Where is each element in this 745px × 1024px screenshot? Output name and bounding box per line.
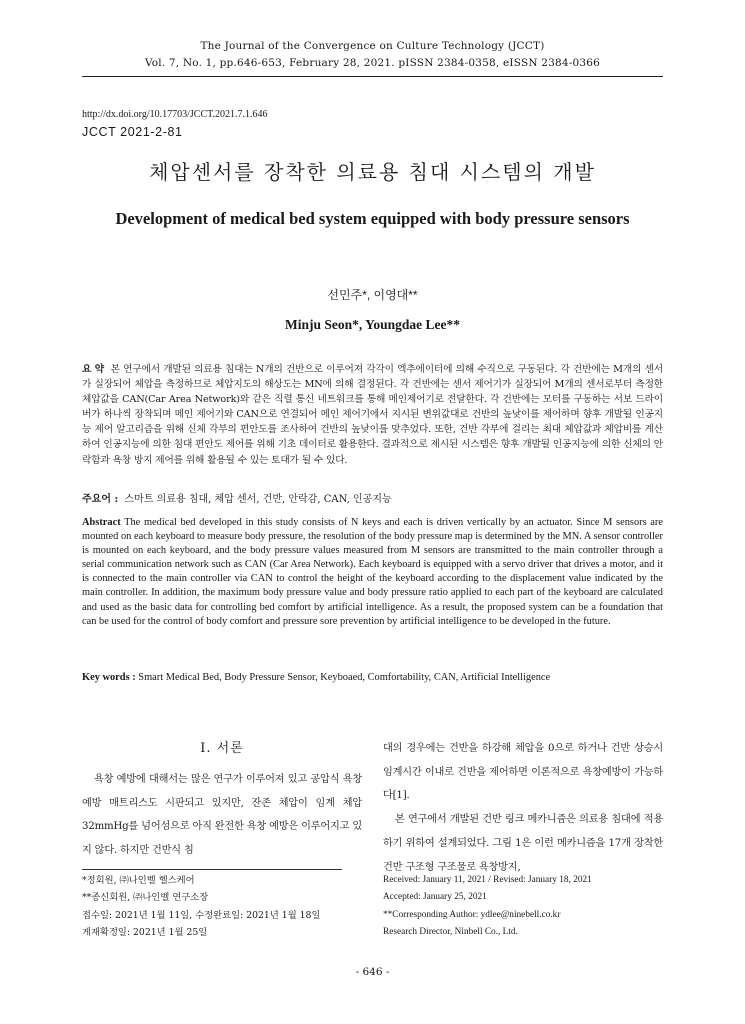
abstract-english-label: Abstract	[82, 517, 121, 528]
keywords-english-text: Smart Medical Bed, Body Pressure Sensor, Keyboaed, Comfortability, CAN, Artificial Intelligence	[138, 672, 551, 683]
doi-link[interactable]: http://dx.doi.org/10.17703/JCCT.2021.7.1.646	[82, 109, 268, 120]
abstract-english-text: The medical bed developed in this study consists of N keys and each is driven vertically by an actuator. Since M sensors are mounted on each keyboard to measure body pressure, the resolution of the body pressure map is determined by the MN. A sensor controller is mounted on each keyboard, and the body pressure values measured from M sensors are transmitted to the main controller through a serial communication network such as CAN (Car Area Network). Each keyboard is equipped with a servo driver that drives a motor, and it is connected to the main controller via CAN to control the height of the keyboard according to the displacement value indicated by the main controller. In addition, the maximum body pressure value and body pressure ratio applied to each part of the keyboard are calculated and used as the basic data for controlling bed comfort by artificial intelligence. As a result, the proposed system can be a foundation that can be used for the control of body comfort and pressure sore prevention by artificial intelligence to be developed in the future.	[82, 517, 663, 627]
abstract-korean-label: 요 약	[82, 364, 104, 375]
abstract-korean-text: 본 연구에서 개발된 의료용 침대는 N개의 건반으로 이루어져 각각이 엑추에이터에 의해 수직으로 구동된다. 각 건반에는 M개의 센서가 실장되어 체압을 측정하므로 체압지도의 해상도는 MN에 의해 결정된다. 각 건반에는 센서 제어기가 실장되어 M개의 센서로부터 측정한 체압값을 CAN(Car Area Network)와 같은 직렬 통신 네트워크를 통해 메인제어기로 전달한다. 각 건반에는 모터를 구동하는 서보 드라이버가 하나씩 장착되며 메인 제어기와 CAN으로 연결되어 메인 제어기에서 지시된 변위값대로 건반의 높낮이를 제어하며 향후 개발될 인공지능 제어 알고리즘을 위해 신체 각부의 편안도를 조사하여 건반의 높낮이를 맞추었다. 또한, 건반 각부에 걸리는 최대 체압값과 체압비를 계산하여 인공지능에 의한 침대 편안도 제어를 위해 기초 데이터로 활용한다. 결과적으로 제시된 시스템은 향후 개발될 인공지능에 의한 신체의 안락함과 욕창 방지 제어를 위해 활용될 수 있는 토대가 될 수 있다.	[82, 364, 664, 466]
footnote-rule	[82, 869, 342, 870]
keywords-english	[82, 672, 663, 683]
footnotes-right	[383, 872, 673, 941]
abstract-korean	[82, 362, 663, 468]
footnote-accepted-en: Accepted: January 25, 2021	[383, 892, 487, 903]
keywords-english-label: Key words :	[82, 672, 136, 683]
keywords-korean-label: 주요어 :	[82, 494, 119, 505]
authors-english: Minju Seon*, Youngdae Lee**	[284, 317, 461, 332]
authors-korean: 선민주*, 이영대**	[327, 288, 418, 302]
footnote-author-affiliation: Research Director, Ninbell Co., Ltd.	[383, 926, 518, 937]
intro-paragraph-1: 욕창 예방에 대해서는 많은 연구가 이루어져 있고 공압식 욕창 예방 매트리스도 시판되고 있지만, 잔존 체압이 임계 체압 32mmHg를 넘어섬으로 아직 완전한 욕창 예방은 이루어지고 있지 않다. 하지만 건반식 침	[82, 774, 362, 857]
intro-paragraph-2: 본 연구에서 개발된 건반 링크 메카니즘은 의료용 침대에 적용하기 위하여 설계되었다. 그림 1은 이런 메카니즘을 17개 장착한 건반 구조형 구조물로 욕창방지,	[383, 814, 663, 873]
header-rule	[82, 76, 663, 77]
footnote-corresponding-author: **Corresponding Author: ydlee@ninebell.co.kr	[383, 909, 561, 920]
keywords-korean-text: 스마트 의료용 침대, 체압 센서, 건반, 안락감, CAN, 인공지능	[124, 494, 392, 505]
footnote-received-en: Received: January 11, 2021 / Revised: January 18, 2021	[383, 875, 592, 885]
body-column-right	[383, 737, 663, 879]
abstract-english	[82, 516, 663, 629]
keywords-korean	[82, 490, 663, 505]
title-english: Development of medical bed system equipped with body pressure sensors	[115, 209, 630, 228]
footnote-accepted-ko: 게재확정일: 2021년 1월 25일	[82, 926, 208, 938]
title-korean: 체압센서를 장착한 의료용 침대 시스템의 개발	[149, 160, 596, 184]
footnote-affiliation-1: *정회원, ㈜나인벨 헬스케어	[82, 875, 195, 886]
article-code: JCCT 2021-2-81	[82, 125, 183, 139]
section-title-introduction: Ⅰ. 서론	[200, 741, 244, 756]
journal-name: The Journal of the Convergence on Culture Technology (JCCT)	[200, 40, 545, 52]
intro-paragraph-1-continued: 대의 경우에는 건반을 하강해 체압을 0으로 하거나 건반 상승시 임계시간 이내로 건반을 제어하면 이론적으로 욕창예방이 가능하다[1].	[383, 743, 663, 802]
body-column-left	[82, 768, 362, 863]
journal-volume-line: Vol. 7, No. 1, pp.646-653, February 28, 2021. pISSN 2384-0358, eISSN 2384-0366	[144, 57, 601, 69]
footnotes-left	[82, 872, 372, 941]
page-number: - 646 -	[355, 966, 390, 978]
footnote-received-ko: 접수일: 2021년 1월 11일, 수정완료일: 2021년 1월 18일	[82, 909, 321, 921]
footnote-affiliation-2: **종신회원, ㈜나인벨 연구소장	[82, 892, 209, 904]
